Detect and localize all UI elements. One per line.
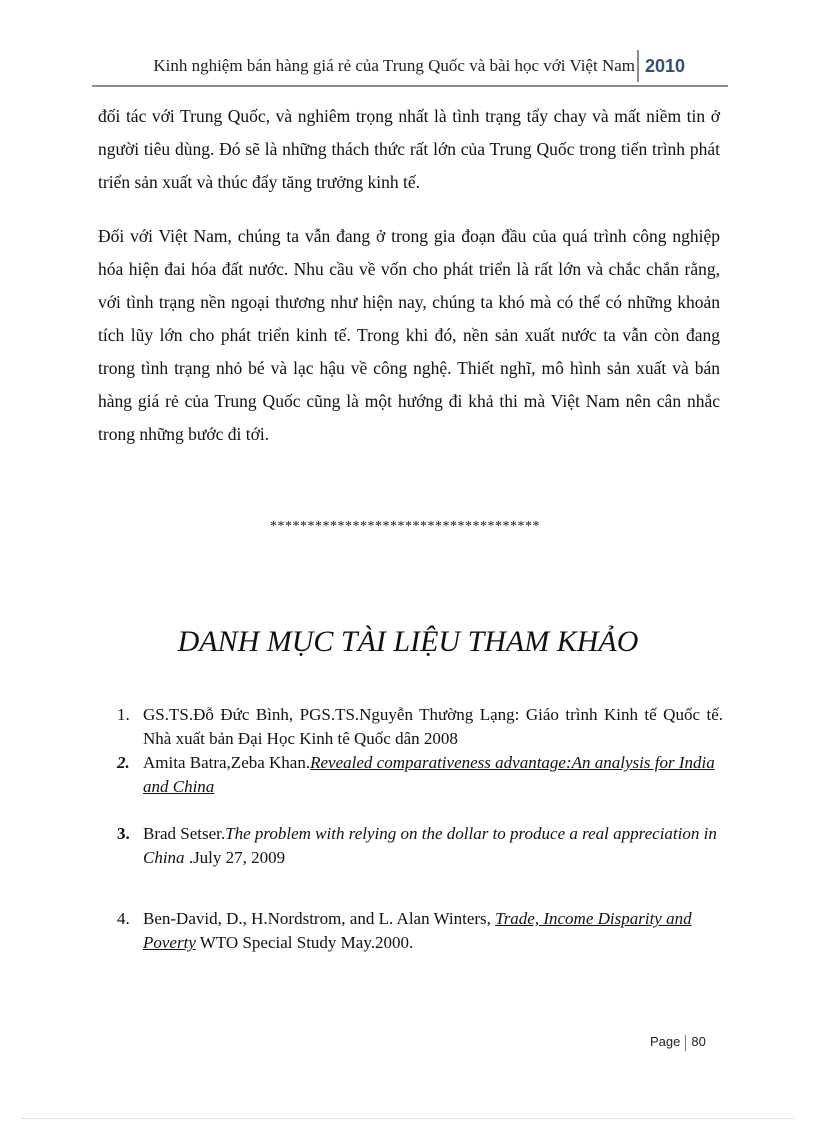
reference-item <box>117 822 723 870</box>
reference-item <box>117 907 723 955</box>
reference-date: WTO Special Study May.2000. <box>195 933 414 952</box>
section-separator: ************************************ <box>270 519 540 534</box>
reference-link[interactable]: Revealed comparativeness advantage:An analysis for India and China <box>143 753 715 796</box>
reference-text: GS.TS.Đỗ Đức Bình, PGS.TS.Nguyễn Thường Lạng: Giáo trình Kinh tế Quốc tế. Nhà xuất bản Đại Học Kinh tê Quốc dân 2008 <box>143 705 723 748</box>
paragraph-2: Đối với Việt Nam, chúng ta vẫn đang ở trong gia đoạn đầu của quá trình công nghiệp hóa hiện đai hóa đất nước. Nhu cầu về vốn cho phát triển là rất lớn và chắc chắn rằng, với tình trạng nền ngoại thương như hiện nay, chúng ta khó mà có thể có những khoản tích lũy lớn cho phát triển kinh tế. Trong khi đó, nền sản xuất nước ta vẫn còn đang trong tình trạng nhỏ bé và lạc hậu về công nghệ. Thiết nghĩ, mô hình sản xuất và bán hàng giá rẻ của Trung Quốc cũng là một hướng đi khả thi mà Việt Nam nên cân nhắc trong những bước đi tới. <box>98 226 720 444</box>
paragraph-1: đối tác với Trung Quốc, và nghiêm trọng nhất là tình trạng tẩy chay và mất niềm tin ở người tiêu dùng. Đó sẽ là những thách thức rất lớn của Trung Quốc trong tiến trình phát triển sản xuất và thúc đẩy tăng trưởng kinh tế. <box>98 106 720 192</box>
reference-author: Ben-David, D., H.Nordstrom, and L. Alan Winters, <box>143 909 496 928</box>
reference-item <box>117 751 723 799</box>
page-header <box>92 50 728 84</box>
reference-author: Amita Batra,Zeba Khan. <box>143 753 311 772</box>
page-border <box>22 1118 794 1119</box>
reference-number: 4. <box>117 909 130 928</box>
reference-item <box>117 703 723 751</box>
page-number: 80 <box>691 1034 706 1049</box>
reference-number: 3. <box>117 824 130 843</box>
reference-author: Brad Setser. <box>143 824 226 843</box>
header-title: Kinh nghiệm bán hàng giá rẻ của Trung Quốc và bài học với Việt Nam <box>153 56 635 75</box>
footer-divider <box>685 1035 686 1051</box>
header-divider <box>637 50 639 82</box>
reference-number: 1. <box>117 705 130 724</box>
header-year: 2010 <box>645 56 686 76</box>
reference-link[interactable]: Trade, Income Disparity and Poverty <box>143 909 692 952</box>
reference-number: 2. <box>117 753 130 772</box>
reference-title: The problem with relying on the dollar to produce a real appreciation in China <box>143 824 717 867</box>
reference-date: .July 27, 2009 <box>184 848 286 867</box>
references-heading: DANH MỤC TÀI LIỆU THAM KHẢO <box>177 625 639 658</box>
page-footer <box>650 1034 706 1051</box>
references-list <box>117 703 723 955</box>
page-label: Page <box>650 1034 681 1049</box>
header-rule <box>92 85 728 87</box>
